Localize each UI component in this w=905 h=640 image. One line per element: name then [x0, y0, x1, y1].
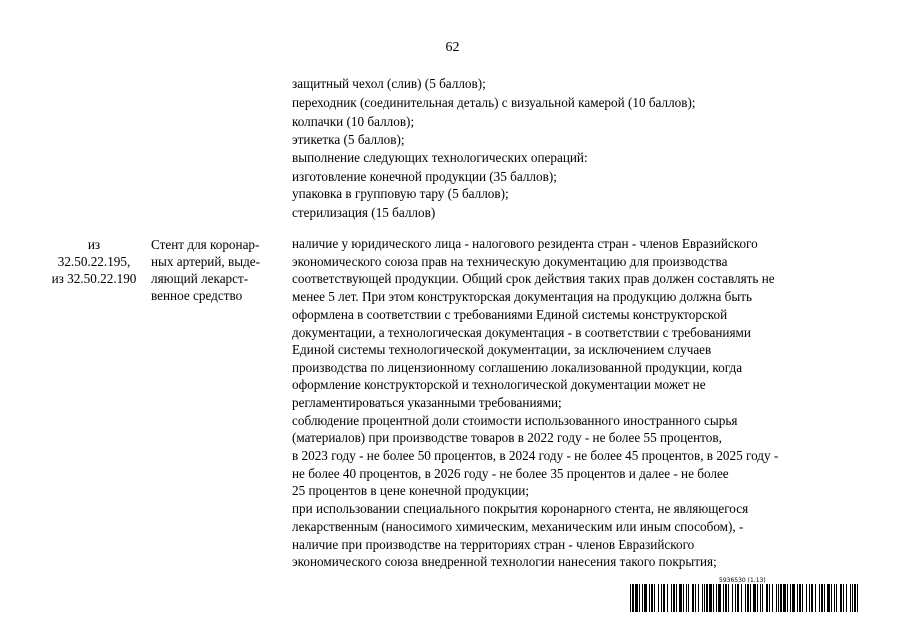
text-line: этикетка (5 баллов);: [292, 132, 405, 147]
requirement-line: (материалов) при производстве товаров в 2022 году - не более 55 процентов,: [292, 430, 722, 445]
code-line: из: [87, 237, 101, 252]
text-line: упаковка в групповую тару (5 баллов);: [292, 186, 509, 201]
barcode-bar: [780, 584, 782, 612]
barcode-bar: [783, 584, 786, 612]
requirement-line: менее 5 лет. При этом конструкторская документация на продукцию должна быть: [292, 289, 752, 304]
text-line: выполнение следующих технологических операций:: [292, 150, 588, 165]
barcode-bar: [846, 584, 847, 612]
barcode-bar: [745, 584, 746, 612]
barcode-bar: [698, 584, 699, 612]
barcode-bar: [850, 584, 851, 612]
barcode-icon: [630, 584, 858, 612]
text-line: изготовление конечной продукции (35 баллов);: [292, 169, 557, 184]
barcode-bar: [790, 584, 791, 612]
barcode-bar: [840, 584, 842, 612]
requirement-line: регламентироваться указанными требованиями;: [292, 395, 562, 410]
barcode-bar: [732, 584, 733, 612]
barcode-bar: [649, 584, 650, 612]
barcode-bar: [760, 584, 761, 612]
barcode-bar: [658, 584, 659, 612]
text-line: защитный чехол (слив) (5 баллов);: [292, 76, 486, 91]
requirement-line: экономического союза прав на техническую документацию для производства: [292, 254, 728, 269]
requirement-line: Единой системы технологической документации, за исключением случаев: [292, 342, 712, 357]
barcode-bar: [692, 584, 694, 612]
barcode-bar: [651, 584, 653, 612]
barcode-bar: [769, 584, 770, 612]
barcode-bar: [679, 584, 682, 612]
barcode-bar: [635, 584, 638, 612]
barcode-bar: [725, 584, 727, 612]
text-line: колпачки (10 баллов);: [292, 114, 415, 129]
barcode-bar: [709, 584, 712, 612]
barcode-bar: [686, 584, 687, 612]
requirement-line: 25 процентов в цене конечной продукции;: [292, 483, 530, 498]
product-line: Стент для коронар-: [151, 237, 260, 252]
product-line: венное средство: [151, 288, 243, 303]
barcode-bar: [750, 584, 751, 612]
barcode-bar: [802, 584, 803, 612]
barcode-bar: [683, 584, 684, 612]
barcode-bar: [667, 584, 668, 612]
barcode-bar: [806, 584, 807, 612]
barcode-bar: [854, 584, 856, 612]
barcode-bar: [654, 584, 655, 612]
barcode-bar: [819, 584, 820, 612]
barcode-bar: [843, 584, 844, 612]
requirement-line: экономического союза внедренной технологии нанесения такого покрытия;: [292, 554, 717, 569]
barcode-bar: [766, 584, 768, 612]
barcode-bar: [663, 584, 665, 612]
barcode-bar: [676, 584, 677, 612]
barcode-bar: [762, 584, 763, 612]
barcode-bar: [778, 584, 779, 612]
barcode-bar: [827, 584, 830, 612]
barcode-bar: [735, 584, 736, 612]
requirement-line: в 2023 году - не более 50 процентов, в 2024 году - не более 45 процентов, в 2025 году -: [292, 448, 779, 463]
barcode-bar: [673, 584, 675, 612]
barcode-bar: [741, 584, 742, 612]
barcode-bar: [639, 584, 640, 612]
barcode-bar: [857, 584, 858, 612]
requirement-line: наличие при производстве на территориях стран - членов Евразийского: [292, 537, 695, 552]
text-line: стерилизация (15 баллов): [292, 205, 436, 220]
product-name: [151, 236, 260, 304]
barcode-bar: [797, 584, 798, 612]
barcode-bar: [831, 584, 832, 612]
barcode-bar: [737, 584, 739, 612]
barcode-bar: [787, 584, 788, 612]
barcode-bar: [728, 584, 729, 612]
barcode-bar: [642, 584, 643, 612]
barcode-bar: [772, 584, 773, 612]
barcode-bar: [706, 584, 708, 612]
barcode-bar: [713, 584, 714, 612]
barcode-bar: [757, 584, 758, 612]
barcode-label: 5936530 (1.13): [719, 577, 766, 584]
requirement-line: документации, а технологическая документация - в соответствии с требованиями: [292, 325, 751, 340]
requirement-line: не более 40 процентов, в 2026 году - не более 35 процентов и далее - не более: [292, 466, 729, 481]
barcode-bar: [630, 584, 631, 612]
requirement-line: соответствующей продукции. Общий срок действия таких прав должен составлять не: [292, 271, 775, 286]
requirement-line: наличие у юридического лица - налогового резидента стран - членов Евразийского: [292, 236, 758, 251]
barcode-bar: [704, 584, 705, 612]
barcode-bar: [821, 584, 823, 612]
page-number: 62: [445, 40, 460, 55]
barcode-bar: [716, 584, 717, 612]
requirement-line: оформление конструкторской и технологической документации может не: [292, 377, 706, 392]
barcode-bar: [811, 584, 813, 612]
barcode-bar: [834, 584, 835, 612]
barcode-bar: [824, 584, 825, 612]
requirement-line: производства по лицензионному соглашению локализованной продукции, когда: [292, 360, 743, 375]
barcode-bar: [632, 584, 634, 612]
requirement-line: при использовании специального покрытия коронарного стента, не являющегося: [292, 501, 749, 516]
code-line: из 32.50.22.190: [51, 271, 137, 286]
barcode-bar: [836, 584, 837, 612]
barcode-bar: [815, 584, 816, 612]
barcode-bar: [671, 584, 672, 612]
requirement-line: оформлена в соответствии с требованиями Единой системы конструкторской: [292, 307, 728, 322]
barcode-bar: [661, 584, 662, 612]
barcode-bar: [799, 584, 801, 612]
code-line: 32.50.22.195,: [57, 254, 131, 269]
product-line: ляющий лекарст-: [151, 271, 249, 286]
product-line: ных артерий, выде-: [151, 254, 261, 269]
barcode-bar: [809, 584, 810, 612]
barcode-bar: [695, 584, 696, 612]
barcode-bar: [723, 584, 724, 612]
barcode-bar: [747, 584, 749, 612]
barcode-bar: [644, 584, 647, 612]
barcode-bar: [688, 584, 689, 612]
barcode-bar: [702, 584, 703, 612]
barcode-bar: [776, 584, 777, 612]
barcode-bar: [753, 584, 756, 612]
requirement-line: соблюдение процентной доли стоимости использованного иностранного сырья: [292, 413, 738, 428]
barcode-bar: [718, 584, 721, 612]
barcode-bar: [792, 584, 795, 612]
classification-codes: [44, 236, 144, 287]
text-line: переходник (соединительная деталь) с визуальной камерой (10 баллов);: [292, 95, 696, 110]
requirement-line: лекарственным (наносимого химическим, механическим или иным способом), -: [292, 519, 744, 534]
barcode-bar: [852, 584, 853, 612]
